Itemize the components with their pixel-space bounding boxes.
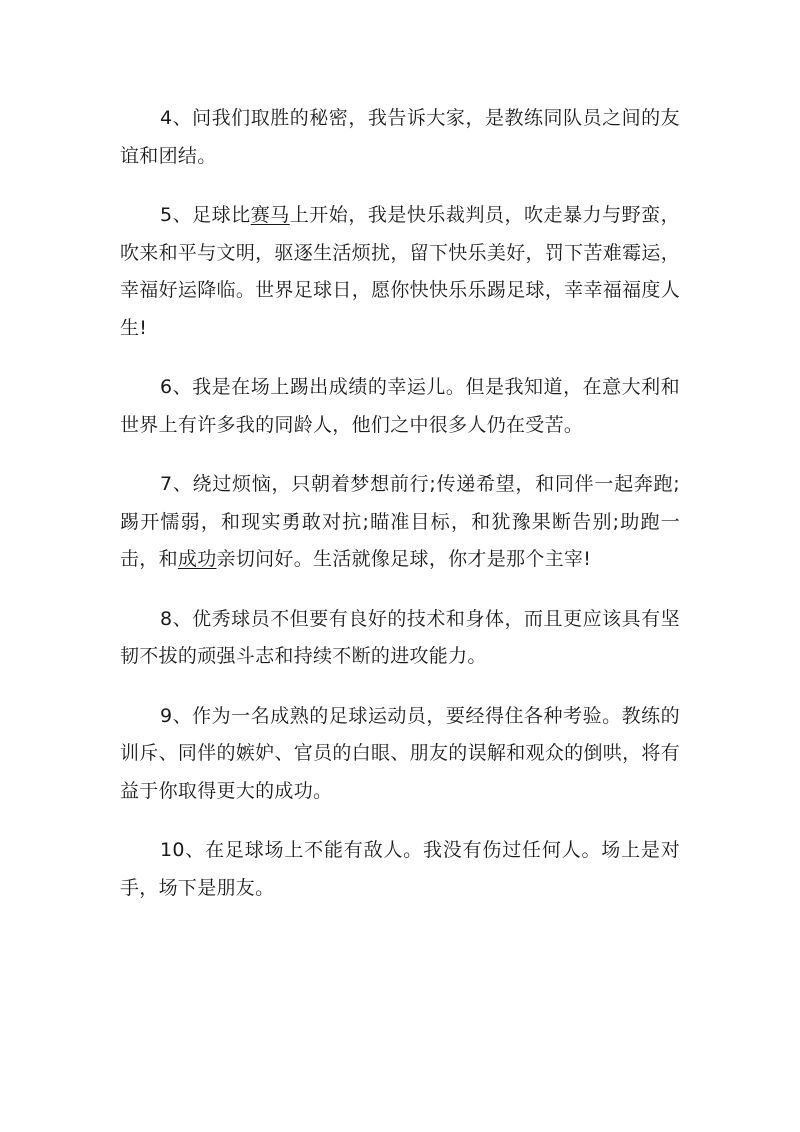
paragraph-8 bbox=[120, 601, 680, 676]
paragraph-5-text-after: 上开始，我是快乐裁判员，吹走暴力与野蛮，吹来和平与文明，驱逐生活烦扰，留下快乐美好，罚下苦难霉运，幸福好运降临。世界足球日，愿你快快乐乐踢足球，幸幸福福度人生! bbox=[120, 204, 680, 339]
link-saima[interactable]: 赛马 bbox=[250, 204, 290, 226]
paragraph-5-text-before: 5、足球比 bbox=[160, 204, 251, 226]
paragraph-10 bbox=[120, 832, 680, 907]
paragraph-7-text-after: 亲切问好。生活就像足球，你才是那个主宰! bbox=[216, 548, 592, 570]
paragraph-7 bbox=[120, 466, 680, 579]
paragraph-9-text: 9、作为一名成熟的足球运动员，要经得住各种考验。教练的训斥、同伴的嫉妒、官员的白眼、朋友的误解和观众的倒哄，将有益于你取得更大的成功。 bbox=[120, 704, 680, 802]
paragraph-8-text: 8、优秀球员不但要有良好的技术和身体，而且更应该具有坚韧不拔的顽强斗志和持续不断的进攻能力。 bbox=[120, 607, 680, 667]
paragraph-6 bbox=[120, 369, 680, 444]
paragraph-4-text: 4、问我们取胜的秘密，我告诉大家，是教练同队员之间的友谊和团结。 bbox=[120, 107, 680, 167]
paragraph-10-text: 10、在足球场上不能有敌人。我没有伤过任何人。场上是对手，场下是朋友。 bbox=[120, 839, 680, 899]
paragraph-4 bbox=[120, 100, 680, 175]
paragraph-9 bbox=[120, 698, 680, 811]
paragraph-5 bbox=[120, 197, 680, 347]
link-chenggong[interactable]: 成功 bbox=[177, 548, 217, 570]
paragraph-7-text-before: 7、绕过烦恼，只朝着梦想前行;传递希望，和同伴一起奔跑;踢开懦弱，和现实勇敢对抗;瞄准目标，和犹豫果断告别;助跑一击，和 bbox=[120, 473, 680, 570]
paragraph-6-text: 6、我是在场上踢出成绩的幸运儿。但是我知道，在意大利和世界上有许多我的同龄人，他们之中很多人仍在受苦。 bbox=[120, 376, 680, 436]
document-body bbox=[120, 100, 680, 929]
